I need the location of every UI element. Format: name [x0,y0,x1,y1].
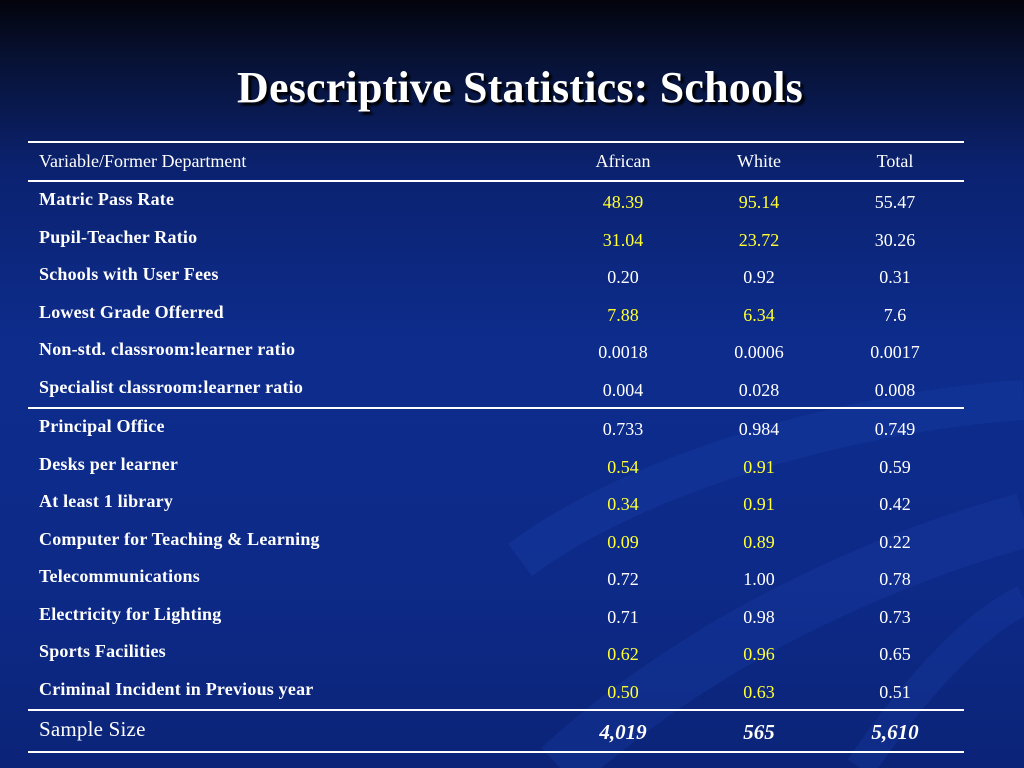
variable-label-pupil-teacher-ratio: Pupil-Teacher Ratio [39,226,198,247]
sample-size-white: 565 [692,710,826,752]
african-value-at-least-1-library: 0.34 [607,494,639,515]
table-row [28,370,964,409]
table-row [28,295,964,333]
total-value-lowest-grade-offerred: 7.6 [883,304,907,325]
white-value-electricity-for-lighting: 0.98 [743,606,775,627]
statistics-table [28,141,964,753]
table-row [28,559,964,597]
white-value-schools-with-user-fees: 0.92 [743,267,775,288]
variable-label-computer-for-teaching-learning: Computer for Teaching & Learning [39,528,320,549]
white-value-lowest-grade-offerred: 6.34 [743,304,775,325]
table-row [28,257,964,295]
table-row [28,408,964,447]
table-row [28,332,964,370]
african-value-matric-pass-rate: 48.39 [602,192,644,213]
sample-size-row [28,710,964,752]
total-value-matric-pass-rate: 55.47 [874,192,916,213]
sample-size-label: Sample Size [28,710,554,752]
african-value-sports-facilities: 0.62 [607,644,639,665]
table-row [28,484,964,522]
white-value-at-least-1-library: 0.91 [743,494,775,515]
header-african: African [554,142,692,181]
african-value-criminal-incident-in-previous-year: 0.50 [554,672,692,711]
variable-label-lowest-grade-offerred: Lowest Grade Offerred [39,301,224,322]
sample-size-african: 4,019 [554,710,692,752]
variable-label-criminal-incident-in-previous-year: Criminal Incident in Previous year [28,672,554,711]
table-row [28,672,964,711]
white-value-principal-office: 0.984 [738,419,780,440]
total-value-sports-facilities: 0.65 [879,644,911,665]
total-value-at-least-1-library: 0.42 [879,494,911,515]
african-value-telecommunications: 0.72 [607,569,639,590]
variable-label-desks-per-learner: Desks per learner [39,453,179,474]
variable-label-specialist-classroom-learner-ratio: Specialist classroom:learner ratio [28,370,554,409]
total-value-principal-office: 0.749 [874,419,916,440]
variable-label-electricity-for-lighting: Electricity for Lighting [39,603,222,624]
table-row [28,181,964,220]
variable-label-at-least-1-library: At least 1 library [39,491,174,511]
white-value-computer-for-teaching-learning: 0.89 [743,531,775,552]
total-value-desks-per-learner: 0.59 [879,456,911,477]
total-value-criminal-incident-in-previous-year: 0.51 [826,672,964,711]
total-value-pupil-teacher-ratio: 30.26 [874,229,916,250]
header-variable: Variable/Former Department [28,142,554,181]
white-value-telecommunications: 1.00 [743,569,775,590]
table-body [28,181,964,752]
total-value-schools-with-user-fees: 0.31 [879,267,911,288]
total-value-specialist-classroom-learner-ratio: 0.008 [826,370,964,409]
table-header-row [28,142,964,181]
white-value-pupil-teacher-ratio: 23.72 [738,229,780,250]
table-row [28,220,964,258]
total-value-computer-for-teaching-learning: 0.22 [879,531,911,552]
variable-label-principal-office: Principal Office [39,416,165,436]
african-value-lowest-grade-offerred: 7.88 [607,304,639,325]
white-value-sports-facilities: 0.96 [743,644,775,665]
sample-size-total: 5,610 [826,710,964,752]
total-value-telecommunications: 0.78 [879,569,911,590]
variable-label-non-std-classroom-learner-ratio: Non-std. classroom:learner ratio [39,339,296,359]
variable-label-schools-with-user-fees: Schools with User Fees [39,264,219,284]
african-value-schools-with-user-fees: 0.20 [607,267,639,288]
variable-label-matric-pass-rate: Matric Pass Rate [39,189,175,209]
african-value-pupil-teacher-ratio: 31.04 [602,229,644,250]
african-value-specialist-classroom-learner-ratio: 0.004 [554,370,692,409]
white-value-non-std-classroom-learner-ratio: 0.0006 [734,342,784,363]
white-value-matric-pass-rate: 95.14 [738,192,780,213]
white-value-desks-per-learner: 0.91 [743,456,775,477]
african-value-principal-office: 0.733 [602,419,644,440]
white-value-criminal-incident-in-previous-year: 0.63 [692,672,826,711]
african-value-computer-for-teaching-learning: 0.09 [607,531,639,552]
page-title: Descriptive Statistics: Schools [237,63,803,112]
variable-label-telecommunications: Telecommunications [39,566,200,586]
african-value-non-std-classroom-learner-ratio: 0.0018 [598,342,648,363]
african-value-desks-per-learner: 0.54 [607,456,639,477]
header-white: White [692,142,826,181]
table-row [28,634,964,672]
variable-label-sports-facilities: Sports Facilities [39,641,166,661]
white-value-specialist-classroom-learner-ratio: 0.028 [692,370,826,409]
table-row [28,522,964,560]
table-row [28,597,964,635]
total-value-electricity-for-lighting: 0.73 [879,606,911,627]
header-total: Total [826,142,964,181]
table-row [28,447,964,485]
african-value-electricity-for-lighting: 0.71 [607,606,639,627]
total-value-non-std-classroom-learner-ratio: 0.0017 [870,342,920,363]
